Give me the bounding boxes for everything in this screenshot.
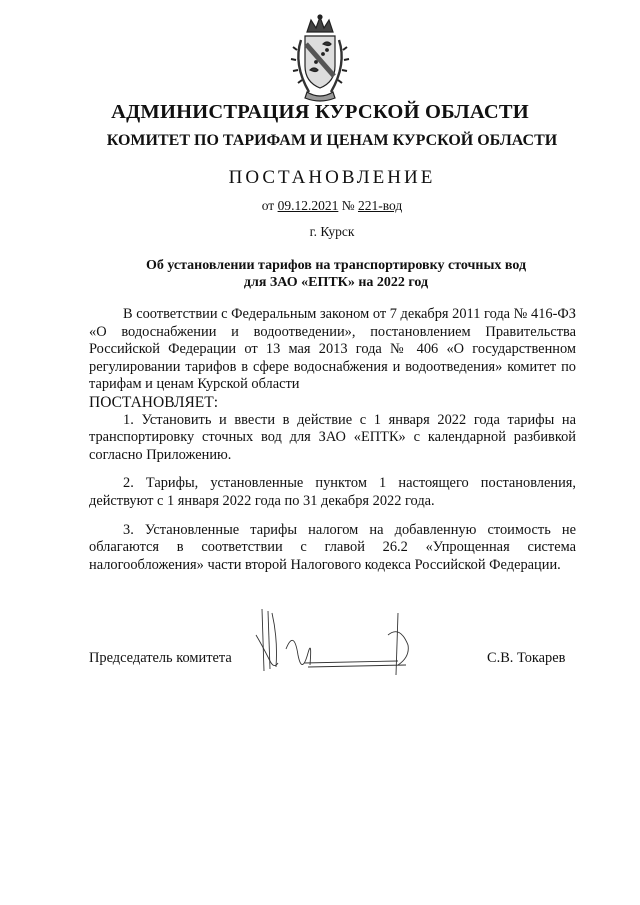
document-type: ПОСТАНОВЛЕНИЕ [228, 167, 436, 188]
document-title [100, 257, 572, 291]
committee-name: КОМИТЕТ ПО ТАРИФАМ И ЦЕНАМ КУРСКОЙ ОБЛАСТИ [106, 132, 558, 149]
preamble-paragraph: В соответствии с Федеральным законом от 7 декабря 2011 года № 416-ФЗ «О водоснабжении и водоотведении», постановлением Правительства Российской Федерации от 13 мая 2013 года № 406 «О государственном регулировании тарифов в сфере водоснабжения и водоотведения» комитет по тарифам и ценам Курской области [89, 306, 576, 393]
date-prefix: от [261, 198, 275, 213]
resolves-heading: ПОСТАНОВЛЯЕТ: [89, 393, 219, 411]
city: г. Курск [309, 224, 355, 239]
title-line-2: для ЗАО «ЕПТК» на 2022 год [243, 275, 429, 290]
signatory-name: С.В. Токарев [487, 650, 566, 666]
kursk-region-coat-of-arms-icon [287, 14, 353, 104]
document-number: 221-вод [357, 198, 403, 213]
number-prefix: № [341, 198, 355, 213]
document-date-number [0, 198, 640, 214]
item-2-paragraph: 2. Тарифы, установленные пунктом 1 настоящего постановления, действуют с 1 января 2022 года по 31 декабря 2022 года. [89, 475, 576, 509]
item-3-paragraph: 3. Установленные тарифы налогом на добавленную стоимость не облагаются в соответствии с главой 26.2 «Упрощенная система налогообложения» части второй Налогового кодекса Российской Федерации. [89, 521, 576, 573]
document-body [89, 306, 576, 574]
signatory-role: Председатель комитета [89, 650, 232, 666]
handwritten-signature [248, 605, 418, 677]
organization-name: АДМИНИСТРАЦИЯ КУРСКОЙ ОБЛАСТИ [111, 101, 529, 123]
title-line-1: Об установлении тарифов на транспортировку сточных вод [145, 258, 527, 273]
item-1-paragraph: 1. Установить и ввести в действие с 1 января 2022 года тарифы на транспортировку сточных вод для ЗАО «ЕПТК» с календарной разбивкой согласно Приложению. [89, 411, 576, 463]
document-date: 09.12.2021 [277, 198, 339, 213]
